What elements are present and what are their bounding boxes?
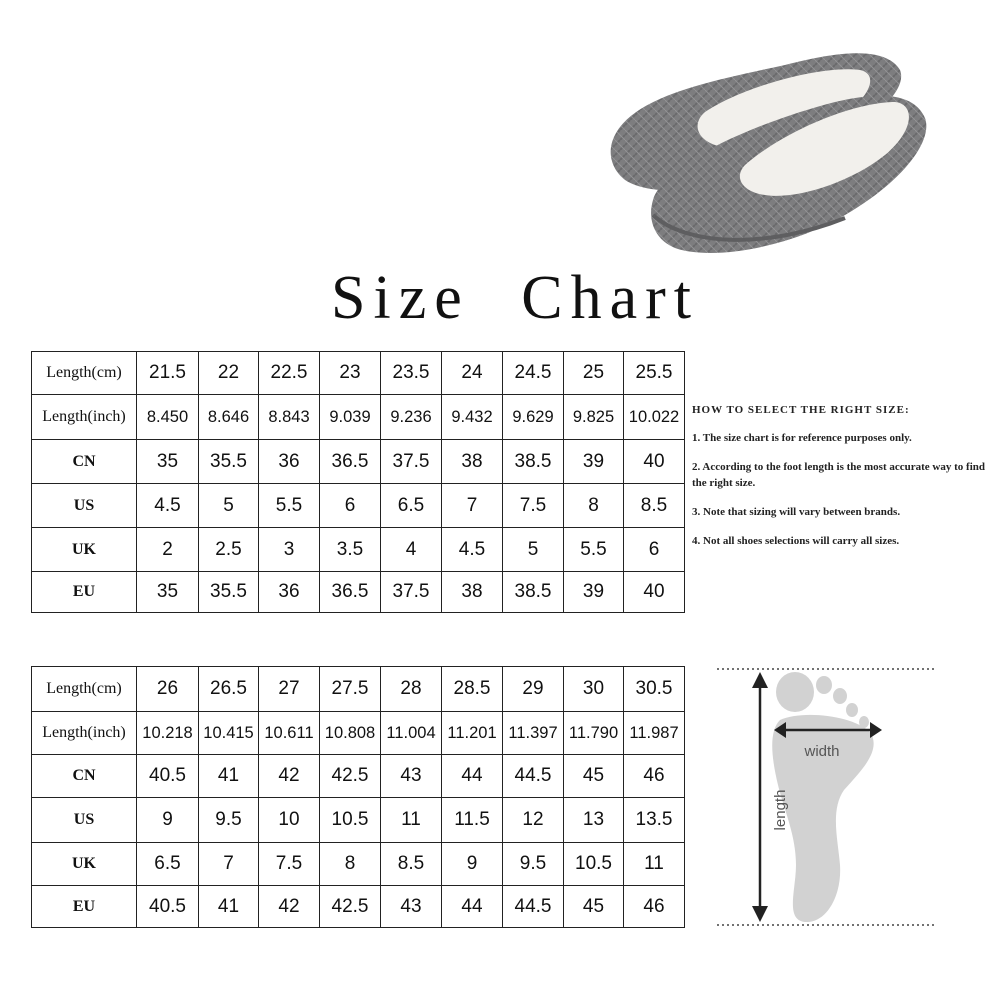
- table-cell: 25.5: [624, 352, 685, 395]
- table-cell: 9: [137, 798, 199, 843]
- table-cell: 10.808: [320, 712, 381, 755]
- table-cell: 11.201: [442, 712, 503, 755]
- table-cell: 5: [199, 484, 259, 528]
- table-cell: 39: [564, 440, 624, 484]
- table-cell: 44: [442, 755, 503, 798]
- table-cell: 9: [442, 843, 503, 886]
- table-cell: 6: [624, 528, 685, 572]
- table-cell: 26.5: [199, 667, 259, 712]
- table-cell: 37.5: [381, 572, 442, 613]
- table-cell: 22.5: [259, 352, 320, 395]
- table-cell: 8: [320, 843, 381, 886]
- table-cell: 9.432: [442, 395, 503, 440]
- table-row: [32, 755, 685, 798]
- row-label: US: [32, 798, 137, 843]
- table-cell: 10.611: [259, 712, 320, 755]
- table-cell: 44.5: [503, 886, 564, 928]
- size-table-1: [31, 351, 685, 613]
- foot-measurement-diagram: [712, 660, 937, 935]
- table-cell: 43: [381, 886, 442, 928]
- table-row: [32, 798, 685, 843]
- table-cell: 45: [564, 755, 624, 798]
- size-table-2: [31, 666, 685, 928]
- table-cell: 8.5: [381, 843, 442, 886]
- table-cell: 11.790: [564, 712, 624, 755]
- table-cell: 25: [564, 352, 624, 395]
- row-label: EU: [32, 572, 137, 613]
- table-cell: 2.5: [199, 528, 259, 572]
- table-cell: 28.5: [442, 667, 503, 712]
- table-cell: 30.5: [624, 667, 685, 712]
- row-label: Length(cm): [32, 352, 137, 395]
- table-cell: 12: [503, 798, 564, 843]
- table-cell: 13: [564, 798, 624, 843]
- table-cell: 8.646: [199, 395, 259, 440]
- table-cell: 6.5: [381, 484, 442, 528]
- table-row: [32, 886, 685, 928]
- table-cell: 3.5: [320, 528, 381, 572]
- table-cell: 42: [259, 755, 320, 798]
- length-arrow: [752, 672, 768, 922]
- row-label: CN: [32, 755, 137, 798]
- table-cell: 21.5: [137, 352, 199, 395]
- how-to-tip: 2. According to the foot length is the most accurate way to find the right size.: [692, 461, 985, 489]
- table-cell: 23.5: [381, 352, 442, 395]
- table-row: [32, 843, 685, 886]
- table-cell: 37.5: [381, 440, 442, 484]
- table-cell: 27.5: [320, 667, 381, 712]
- table-cell: 35: [137, 572, 199, 613]
- slippers-product-image: [595, 40, 995, 265]
- table-cell: 45: [564, 886, 624, 928]
- width-label: width: [804, 743, 840, 760]
- table-cell: 35.5: [199, 572, 259, 613]
- table-cell: 10.415: [199, 712, 259, 755]
- table-cell: 46: [624, 886, 685, 928]
- table-cell: 8: [564, 484, 624, 528]
- table-cell: 10.5: [564, 843, 624, 886]
- how-to-select-section: [692, 402, 997, 562]
- table-cell: 7.5: [259, 843, 320, 886]
- table-cell: 9.5: [503, 843, 564, 886]
- table-row: [32, 667, 685, 712]
- table-cell: 26: [137, 667, 199, 712]
- table-cell: 9.5: [199, 798, 259, 843]
- table-cell: 4.5: [442, 528, 503, 572]
- row-label: Length(inch): [32, 712, 137, 755]
- row-label: EU: [32, 886, 137, 928]
- table-cell: 5.5: [564, 528, 624, 572]
- table-cell: 36: [259, 572, 320, 613]
- table-cell: 23: [320, 352, 381, 395]
- table-cell: 24: [442, 352, 503, 395]
- table-row: [32, 572, 685, 613]
- table-cell: 30: [564, 667, 624, 712]
- table-cell: 27: [259, 667, 320, 712]
- table-cell: 41: [199, 755, 259, 798]
- table-row: [32, 528, 685, 572]
- row-label: UK: [32, 843, 137, 886]
- table-cell: 8.843: [259, 395, 320, 440]
- table-cell: 7: [199, 843, 259, 886]
- table-cell: 35: [137, 440, 199, 484]
- table-cell: 38: [442, 572, 503, 613]
- table-cell: 9.039: [320, 395, 381, 440]
- table-cell: 11: [624, 843, 685, 886]
- table-cell: 5: [503, 528, 564, 572]
- table-cell: 7: [442, 484, 503, 528]
- how-to-tip: 4. Not all shoes selections will carry all sizes.: [692, 535, 900, 547]
- table-cell: 6: [320, 484, 381, 528]
- table-cell: 43: [381, 755, 442, 798]
- table-cell: 38.5: [503, 440, 564, 484]
- table-cell: 9.629: [503, 395, 564, 440]
- table-cell: 40.5: [137, 755, 199, 798]
- table-cell: 22: [199, 352, 259, 395]
- table-cell: 40: [624, 572, 685, 613]
- table-cell: 42.5: [320, 755, 381, 798]
- row-label: UK: [32, 528, 137, 572]
- table-cell: 41: [199, 886, 259, 928]
- table-cell: 8.5: [624, 484, 685, 528]
- table-cell: 10: [259, 798, 320, 843]
- row-label: CN: [32, 440, 137, 484]
- table-cell: 39: [564, 572, 624, 613]
- table-cell: 42.5: [320, 886, 381, 928]
- how-to-tip: 3. Note that sizing will vary between brands.: [692, 506, 901, 518]
- table-cell: 42: [259, 886, 320, 928]
- table-row: [32, 484, 685, 528]
- how-to-tip: 1. The size chart is for reference purposes only.: [692, 432, 912, 444]
- length-label: length: [772, 789, 789, 831]
- table-cell: 10.5: [320, 798, 381, 843]
- table-row: [32, 395, 685, 440]
- table-cell: 5.5: [259, 484, 320, 528]
- table-cell: 44.5: [503, 755, 564, 798]
- table-cell: 4.5: [137, 484, 199, 528]
- table-cell: 6.5: [137, 843, 199, 886]
- table-cell: 46: [624, 755, 685, 798]
- table-cell: 9.825: [564, 395, 624, 440]
- table-cell: 35.5: [199, 440, 259, 484]
- table-cell: 24.5: [503, 352, 564, 395]
- row-label: Length(inch): [32, 395, 137, 440]
- table-cell: 38.5: [503, 572, 564, 613]
- table-cell: 29: [503, 667, 564, 712]
- table-cell: 2: [137, 528, 199, 572]
- table-cell: 11.5: [442, 798, 503, 843]
- table-cell: 10.022: [624, 395, 685, 440]
- table-cell: 11.004: [381, 712, 442, 755]
- row-label: Length(cm): [32, 667, 137, 712]
- table-cell: 36: [259, 440, 320, 484]
- table-cell: 36.5: [320, 572, 381, 613]
- table-cell: 11.987: [624, 712, 685, 755]
- table-cell: 38: [442, 440, 503, 484]
- table-cell: 3: [259, 528, 320, 572]
- table-cell: 44: [442, 886, 503, 928]
- table-cell: 40: [624, 440, 685, 484]
- table-row: [32, 712, 685, 755]
- table-cell: 13.5: [624, 798, 685, 843]
- table-cell: 4: [381, 528, 442, 572]
- table-cell: 8.450: [137, 395, 199, 440]
- row-label: US: [32, 484, 137, 528]
- table-row: [32, 352, 685, 395]
- table-cell: 11.397: [503, 712, 564, 755]
- table-cell: 9.236: [381, 395, 442, 440]
- table-cell: 28: [381, 667, 442, 712]
- table-row: [32, 440, 685, 484]
- table-cell: 36.5: [320, 440, 381, 484]
- how-to-title: HOW TO SELECT THE RIGHT SIZE:: [692, 404, 910, 416]
- page-title: Size Chart: [331, 264, 699, 332]
- table-cell: 11: [381, 798, 442, 843]
- table-cell: 10.218: [137, 712, 199, 755]
- table-cell: 40.5: [137, 886, 199, 928]
- table-cell: 7.5: [503, 484, 564, 528]
